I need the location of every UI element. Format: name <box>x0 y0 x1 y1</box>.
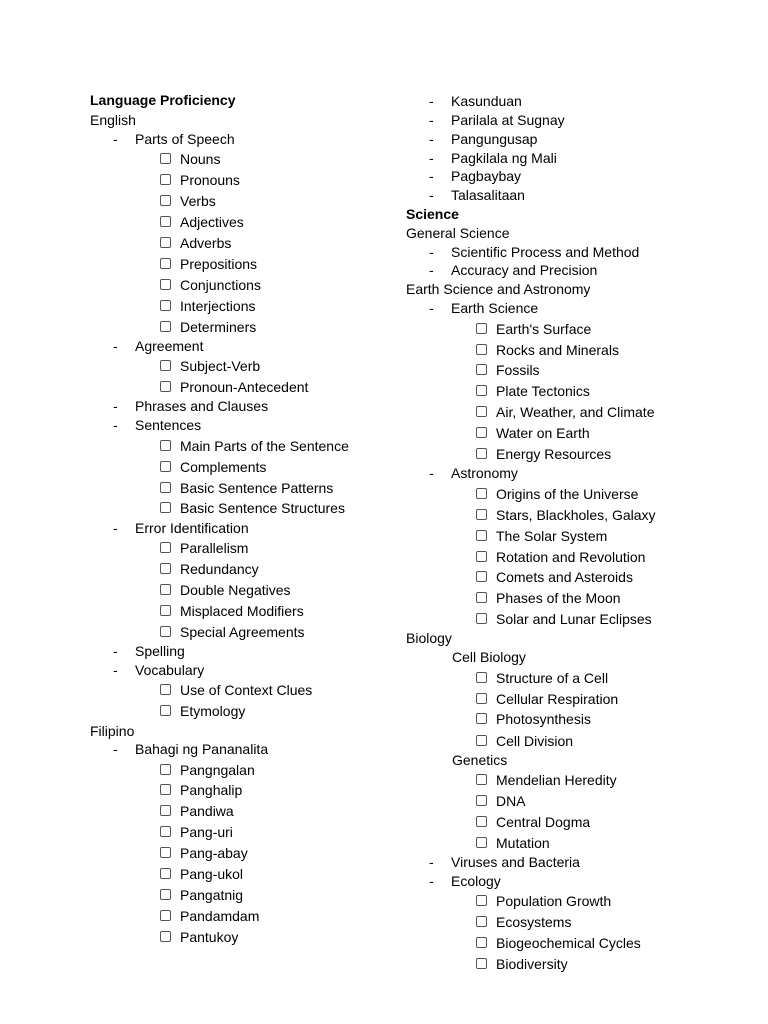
dash-list-item-label: Talasalitaan <box>451 187 525 203</box>
checkbox[interactable] <box>160 826 171 837</box>
dash-list-item-label: Scientific Process and Method <box>451 244 640 260</box>
checklist-item-label: Comets and Asteroids <box>496 569 633 585</box>
checklist-item-label: Mutation <box>496 835 550 851</box>
checklist-item-label: Structure of a Cell <box>496 670 609 686</box>
checkbox[interactable] <box>160 805 171 816</box>
checkbox[interactable] <box>476 672 487 683</box>
checklist-item-label: Air, Weather, and Climate <box>496 404 655 420</box>
checklist-item-label: Energy Resources <box>496 446 612 462</box>
checklist-item-label: DNA <box>496 793 526 809</box>
dash-bullet: - <box>429 465 434 481</box>
checkbox[interactable] <box>160 889 171 900</box>
dash-list-item-label: Pangungusap <box>451 131 538 147</box>
checkbox[interactable] <box>160 910 171 921</box>
checkbox[interactable] <box>476 816 487 827</box>
dash-bullet: - <box>429 150 434 166</box>
checkbox[interactable] <box>476 713 487 724</box>
checklist-item-label: Cell Division <box>496 733 574 749</box>
checkbox[interactable] <box>476 509 487 520</box>
dash-list-item-label: Error Identification <box>135 520 249 536</box>
dash-bullet: - <box>429 873 434 889</box>
checklist-item-label: Photosynthesis <box>496 711 591 727</box>
dash-list-item-label: Vocabulary <box>135 662 205 678</box>
checkbox[interactable] <box>160 847 171 858</box>
checkbox[interactable] <box>476 592 487 603</box>
dash-list-item-label: Astronomy <box>451 465 518 481</box>
checklist-item-label: Prepositions <box>180 256 258 272</box>
dash-bullet: - <box>429 854 434 870</box>
checklist-item-label: Adverbs <box>180 235 232 251</box>
checkbox[interactable] <box>476 488 487 499</box>
checkbox[interactable] <box>476 774 487 785</box>
checklist-item-label: Pronoun-Antecedent <box>180 379 309 395</box>
subsection-title: Cell Biology <box>452 649 526 665</box>
checkbox[interactable] <box>160 381 171 392</box>
checklist-item-label: Pang-ukol <box>180 866 244 882</box>
checkbox[interactable] <box>160 605 171 616</box>
checkbox[interactable] <box>476 735 487 746</box>
checkbox[interactable] <box>160 626 171 637</box>
dash-list-item-label: Pagbaybay <box>451 168 522 184</box>
checklist-item-label: Rocks and Minerals <box>496 342 619 358</box>
checkbox[interactable] <box>476 323 487 334</box>
checkbox[interactable] <box>160 542 171 553</box>
checklist-item-label: Basic Sentence Structures <box>180 500 345 516</box>
checkbox[interactable] <box>160 195 171 206</box>
checklist-item-label: Pang-uri <box>180 824 233 840</box>
subsection-title: Genetics <box>452 752 508 768</box>
checklist-item-label: Pangatnig <box>180 887 244 903</box>
dash-bullet: - <box>429 131 434 147</box>
dash-bullet: - <box>113 662 118 678</box>
checklist-item-label: Parallelism <box>180 540 249 556</box>
checklist-item-label: Population Growth <box>496 893 612 909</box>
dash-bullet: - <box>429 187 434 203</box>
checklist-item-label: Ecosystems <box>496 914 572 930</box>
checkbox[interactable] <box>476 571 487 582</box>
checklist-item-label: Biogeochemical Cycles <box>496 935 641 951</box>
checklist-item-label: Misplaced Modifiers <box>180 603 304 619</box>
checklist-item-label: Phases of the Moon <box>496 590 621 606</box>
checkbox[interactable] <box>160 216 171 227</box>
checklist-item-label: Pandiwa <box>180 803 234 819</box>
checklist-item-label: Adjectives <box>180 214 244 230</box>
checklist-item-label: Cellular Respiration <box>496 691 619 707</box>
checklist-item-label: Biodiversity <box>496 956 568 972</box>
dash-bullet: - <box>113 398 118 414</box>
section-title: General Science <box>406 225 510 241</box>
checklist-item-label: Pandamdam <box>180 908 260 924</box>
checklist-item-label: Conjunctions <box>180 277 261 293</box>
checklist-item-label: The Solar System <box>496 528 608 544</box>
section-title: Earth Science and Astronomy <box>406 281 591 297</box>
checklist-item-label: Nouns <box>180 151 221 167</box>
checkbox[interactable] <box>160 237 171 248</box>
checklist-item-label: Solar and Lunar Eclipses <box>496 611 652 627</box>
checklist-item-label: Special Agreements <box>180 624 305 640</box>
dash-bullet: - <box>429 168 434 184</box>
checklist-item-label: Origins of the Universe <box>496 486 639 502</box>
checklist-item-label: Redundancy <box>180 561 259 577</box>
checkbox[interactable] <box>476 406 487 417</box>
dash-list-item-label: Phrases and Clauses <box>135 398 269 414</box>
dash-bullet: - <box>429 244 434 260</box>
checkbox[interactable] <box>160 931 171 942</box>
checklist-item-label: Fossils <box>496 362 540 378</box>
dash-bullet: - <box>113 520 118 536</box>
checkbox[interactable] <box>160 360 171 371</box>
checkbox[interactable] <box>160 502 171 513</box>
checklist-item-label: Complements <box>180 459 267 475</box>
checkbox[interactable] <box>160 258 171 269</box>
checkbox[interactable] <box>160 784 171 795</box>
checkbox[interactable] <box>476 448 487 459</box>
checklist-item-label: Panghalip <box>180 782 243 798</box>
dash-bullet: - <box>113 643 118 659</box>
checklist-item-label: Central Dogma <box>496 814 591 830</box>
checkbox[interactable] <box>476 916 487 927</box>
checklist-item-label: Stars, Blackholes, Galaxy <box>496 507 656 523</box>
checklist-item-label: Mendelian Heredity <box>496 772 617 788</box>
checklist-item-label: Main Parts of the Sentence <box>180 438 349 454</box>
dash-bullet: - <box>429 93 434 109</box>
dash-bullet: - <box>113 741 118 757</box>
dash-list-item-label: Parts of Speech <box>135 131 235 147</box>
checkbox[interactable] <box>160 764 171 775</box>
checklist-item-label: Pronouns <box>180 172 240 188</box>
dash-list-item-label: Viruses and Bacteria <box>451 854 580 870</box>
checkbox[interactable] <box>160 584 171 595</box>
section-title: English <box>90 112 136 128</box>
dash-bullet: - <box>429 262 434 278</box>
subject-heading: Science <box>406 206 459 222</box>
dash-list-item-label: Accuracy and Precision <box>451 262 598 278</box>
checkbox[interactable] <box>476 344 487 355</box>
dash-list-item-label: Bahagi ng Pananalita <box>135 741 269 757</box>
dash-list-item-label: Spelling <box>135 643 185 659</box>
checklist-item-label: Determiners <box>180 319 257 335</box>
checkbox[interactable] <box>476 427 487 438</box>
checklist-item-label: Verbs <box>180 193 216 209</box>
checkbox[interactable] <box>476 958 487 969</box>
checkbox[interactable] <box>160 153 171 164</box>
dash-bullet: - <box>429 300 434 316</box>
checklist-item-label: Pang-abay <box>180 845 248 861</box>
checklist-item-label: Subject-Verb <box>180 358 261 374</box>
checkbox[interactable] <box>160 868 171 879</box>
checkbox[interactable] <box>160 461 171 472</box>
checklist-item-label: Pangngalan <box>180 762 255 778</box>
checklist-item-label: Etymology <box>180 703 246 719</box>
checkbox[interactable] <box>160 440 171 451</box>
dash-bullet: - <box>113 338 118 354</box>
dash-bullet: - <box>113 417 118 433</box>
dash-list-item-label: Agreement <box>135 338 204 354</box>
dash-list-item-label: Kasunduan <box>451 93 522 109</box>
checklist-item-label: Rotation and Revolution <box>496 549 646 565</box>
checkbox[interactable] <box>160 321 171 332</box>
checklist-item-label: Pantukoy <box>180 929 239 945</box>
section-title: Filipino <box>90 723 135 739</box>
checkbox[interactable] <box>476 530 487 541</box>
checklist-item-label: Interjections <box>180 298 256 314</box>
checkbox[interactable] <box>160 174 171 185</box>
checkbox[interactable] <box>160 563 171 574</box>
checkbox[interactable] <box>160 684 171 695</box>
subject-heading: Language Proficiency <box>90 92 236 108</box>
checkbox[interactable] <box>160 705 171 716</box>
checklist-item-label: Water on Earth <box>496 425 590 441</box>
checkbox[interactable] <box>160 279 171 290</box>
dash-bullet: - <box>113 131 118 147</box>
checklist-item-label: Basic Sentence Patterns <box>180 480 334 496</box>
checkbox[interactable] <box>476 613 487 624</box>
checkbox[interactable] <box>476 795 487 806</box>
checklist-item-label: Use of Context Clues <box>180 682 313 698</box>
checkbox[interactable] <box>476 693 487 704</box>
dash-list-item-label: Ecology <box>451 873 501 889</box>
checkbox[interactable] <box>476 895 487 906</box>
checkbox[interactable] <box>476 551 487 562</box>
dash-list-item-label: Parilala at Sugnay <box>451 112 565 128</box>
checkbox[interactable] <box>476 837 487 848</box>
checkbox[interactable] <box>160 482 171 493</box>
checklist-item-label: Earth's Surface <box>496 321 592 337</box>
checkbox[interactable] <box>476 937 487 948</box>
checkbox[interactable] <box>476 364 487 375</box>
dash-list-item-label: Earth Science <box>451 300 539 316</box>
checkbox[interactable] <box>476 385 487 396</box>
checklist-item-label: Plate Tectonics <box>496 383 590 399</box>
dash-list-item-label: Sentences <box>135 417 202 433</box>
dash-bullet: - <box>429 112 434 128</box>
checkbox[interactable] <box>160 300 171 311</box>
dash-list-item-label: Pagkilala ng Mali <box>451 150 557 166</box>
section-title: Biology <box>406 630 452 646</box>
checklist-item-label: Double Negatives <box>180 582 291 598</box>
